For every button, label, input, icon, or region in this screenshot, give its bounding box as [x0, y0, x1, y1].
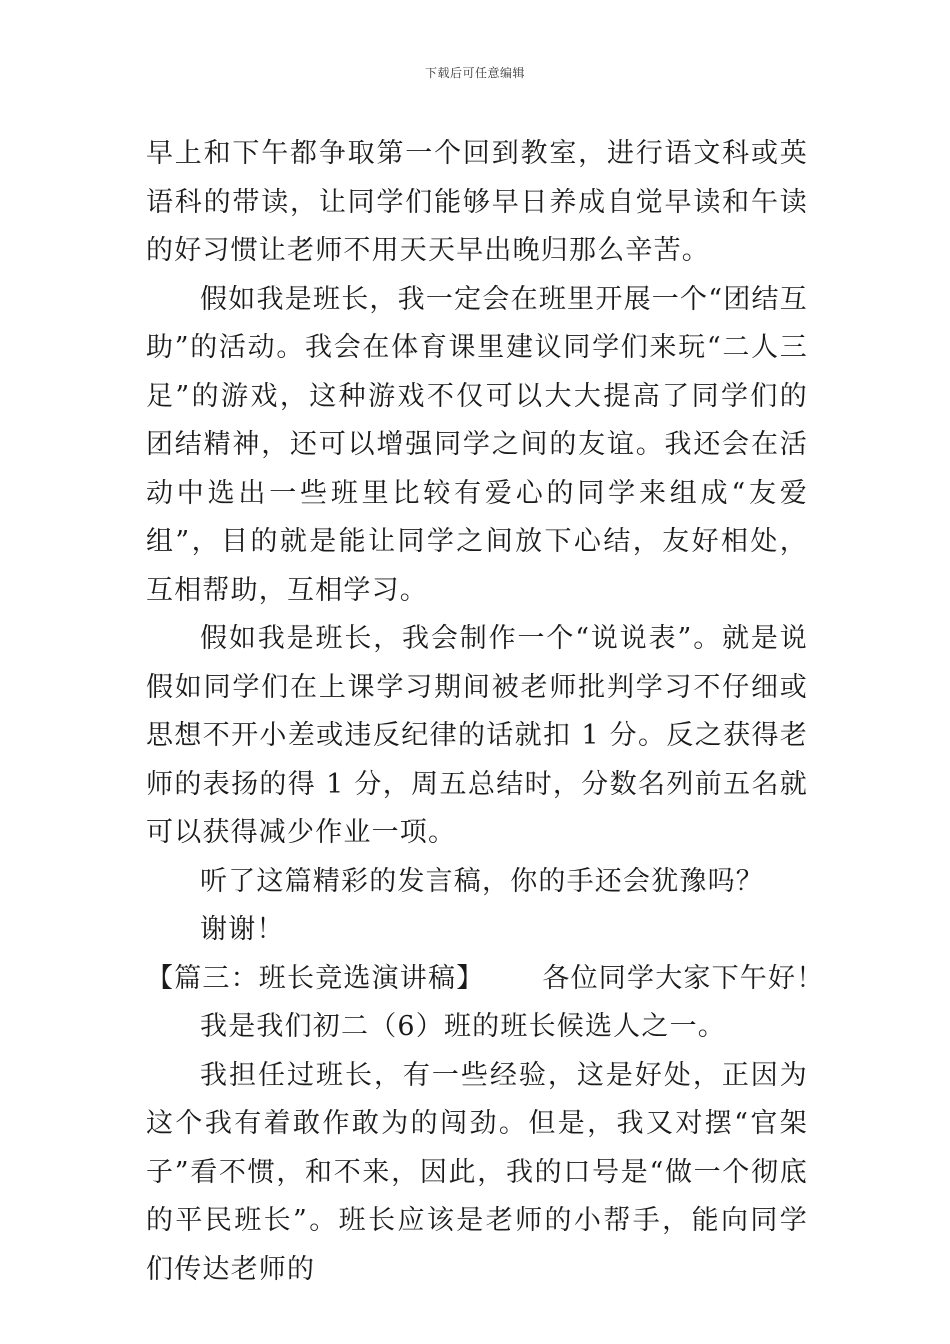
greeting-text: 各位同学大家下午好！ — [542, 962, 825, 994]
section-heading-line — [146, 955, 825, 1004]
section-title: 【篇三：班长竞选演讲稿】 — [146, 962, 485, 994]
paragraph-1: 早上和下午都争取第一个回到教室，进行语文科或英语科的带读，让同学们能够早日养成自觉早读和午读的好习惯让老师不用天天早出晚归那么辛苦。 — [146, 138, 808, 266]
paragraph-4: 听了这篇精彩的发言稿，你的手还会犹豫吗？ — [200, 865, 764, 897]
paragraph-5: 谢谢！ — [200, 914, 285, 945]
paragraph-3: 假如我是班长，我会制作一个“说说表”。就是说假如同学们在上课学习期间被老师批判学习不仔细或思想不开小差或违反纪律的话就扣 1 分。反之获得老师的表扬的得 1 分，周五总结时，分数名列前五名就可以获得减少作业一项。 — [146, 623, 808, 848]
paragraph-7: 我是我们初二（6）班的班长候选人之一。 — [200, 1011, 726, 1042]
document-body — [146, 130, 825, 1294]
page-header: 下载后可任意编辑 — [424, 66, 525, 80]
paragraph-2: 假如我是班长，我一定会在班里开展一个“团结互助”的活动。我会在体育课里建议同学们来玩“二人三足”的游戏，这种游戏不仅可以大大提高了同学们的团结精神，还可以增强同学之间的友谊。我还会在活动中选出一些班里比较有爱心的同学来组成“友爱组”，目的就是能让同学之间放下心结，友好相处，互相帮助，互相学习。 — [146, 283, 808, 606]
paragraph-8: 我担任过班长，有一些经验，这是好处，正因为这个我有着敢作敢为的闯劲。但是，我又对摆“官架子”看不惯，和不来，因此，我的口号是“做一个彻底的平民班长”。班长应该是老师的小帮手，能向同学们传达老师的 — [146, 1059, 808, 1285]
